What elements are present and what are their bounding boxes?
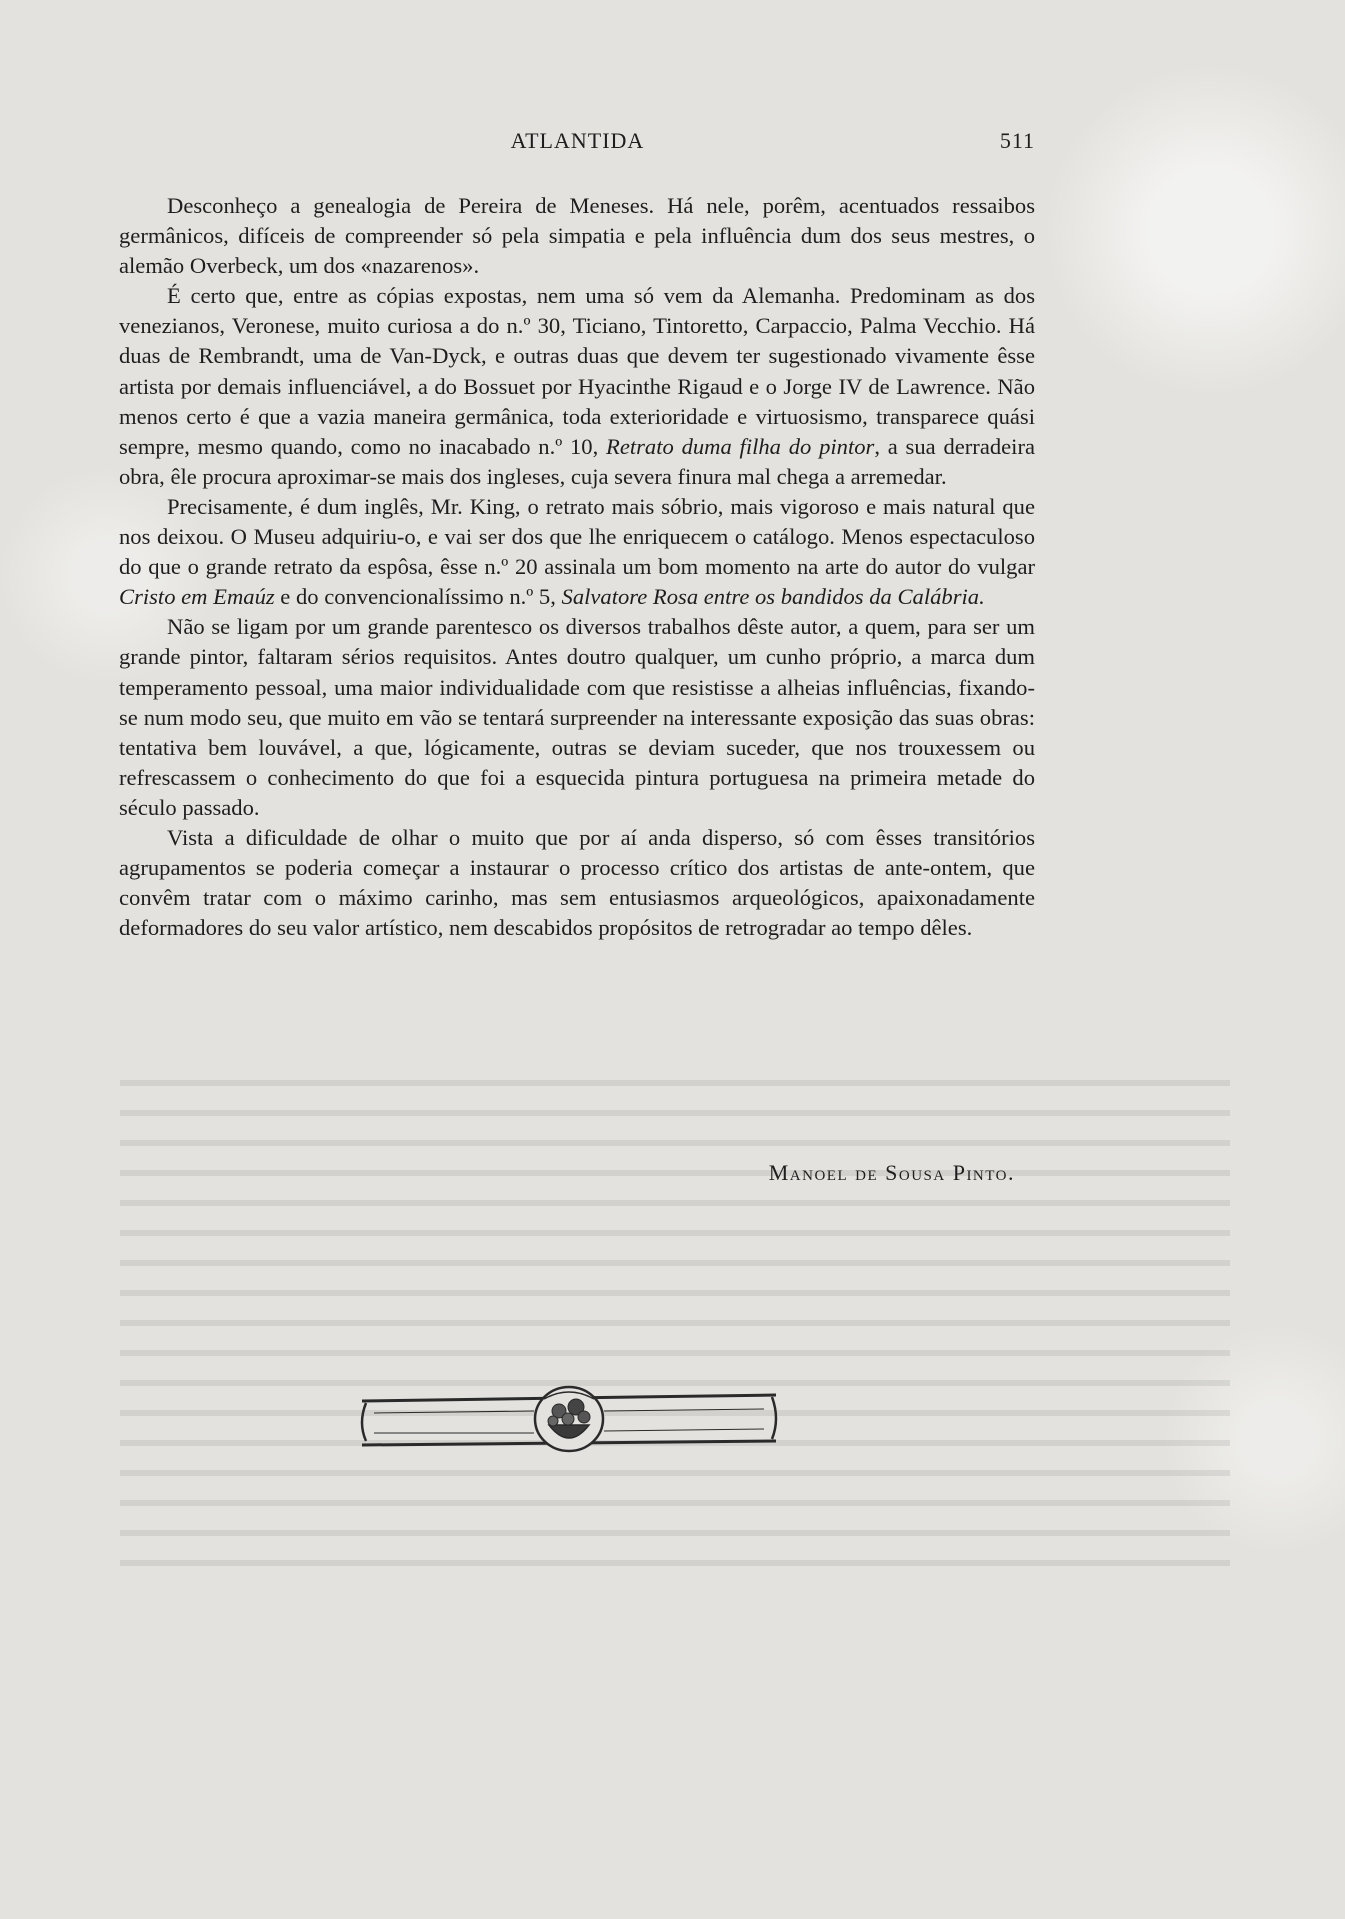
article-body <box>119 191 1035 943</box>
floral-basket-icon <box>354 1383 784 1453</box>
paragraph-text: Precisamente, é dum inglês, Mr. King, o retrato mais sóbrio, mais vigoroso e mais natural que nos deixou. O Museu adquiriu-o, e vai ser dos que lhe enriquecem o catálogo. Menos espectaculoso do que o grande retrato da espôsa, êsse n.º 20 assinala um bom momento na arte do autor do vulgar <box>119 493 1035 580</box>
paragraph <box>119 612 1035 823</box>
paragraph <box>119 823 1035 943</box>
paragraph <box>119 191 1035 281</box>
running-title: ATLANTIDA <box>510 128 645 153</box>
artwork-title: Cristo em Emaúz <box>119 584 275 610</box>
page-number: 511 <box>999 128 1035 153</box>
paragraph-text: e do convencionalíssimo n.º 5, <box>274 584 562 610</box>
artwork-title: Salvatore Rosa entre os bandidos da Calábria. <box>561 584 985 610</box>
paragraph-text: Não se ligam por um grande parentesco os diversos trabalhos dêste autor, a quem, para ser um grande pintor, faltaram sérios requisitos. Antes doutro qualquer, um cunho próprio, a marca dum temperamento pessoal, uma maior individualidade com que resistisse a alheias influências, fixando-se num modo seu, que muito em vão se tentará surpreender na interessante exposição das suas obras: tentativa bem louvável, a que, lógicamente, outras se deviam suceder, que nos trouxessem ou refrescassem o conhecimento do que foi a esquecida pintura portuguesa na primeira metade do século passado. <box>119 614 1035 820</box>
artwork-title: Retrato duma filha do pintor <box>606 433 875 459</box>
paragraph <box>119 492 1035 612</box>
paragraph-text: É certo que, entre as cópias expostas, nem uma só vem da Alemanha. Predominam as dos venezianos, Veronese, muito curiosa a do n.º 30, Ticiano, Tintoretto, Carpaccio, Palma Vecchio. Há duas de Rembrandt, uma de Van-Dyck, e outras duas que devem ter sugestionado vivamente êsse artista por demais influenciável, a do Bossuet por Hyacinthe Rigaud e o Jorge IV de Lawrence. Não menos certo é que a vazia maneira germânica, toda exterioridade e virtuosismo, transparece quási sempre, mesmo quando, como no inacabado n.º 10, <box>119 283 1035 459</box>
page-header <box>120 128 1035 158</box>
paragraph-text: Desconheço a genealogia de Pereira de Meneses. Há nele, porêm, acentuados ressaibos germânicos, difíceis de compreender só pela simpatia e pela influência dum dos seus mestres, o alemão Overbeck, um dos «nazarenos». <box>119 193 1035 279</box>
paragraph-text: , a sua derradeira obra, êle procura aproximar-se mais dos ingleses, cuja severa finura mal chega a arremedar. <box>119 433 1035 489</box>
author-signature: Manoel de Sousa Pinto. <box>768 1160 1015 1185</box>
paragraph <box>119 281 1035 492</box>
bleed-through-texture <box>120 1080 1230 1580</box>
paragraph-text: Vista a dificuldade de olhar o muito que por aí anda disperso, só com êsses transitórios agrupamentos se poderia começar a instaurar o processo crítico dos artistas de ante-ontem, que convêm tratar com o máximo carinho, mas sem entusiasmos arqueológicos, apaixonadamente deformadores do seu valor artístico, nem descabidos propósitos de retrogradar ao tempo dêles. <box>119 824 1035 941</box>
